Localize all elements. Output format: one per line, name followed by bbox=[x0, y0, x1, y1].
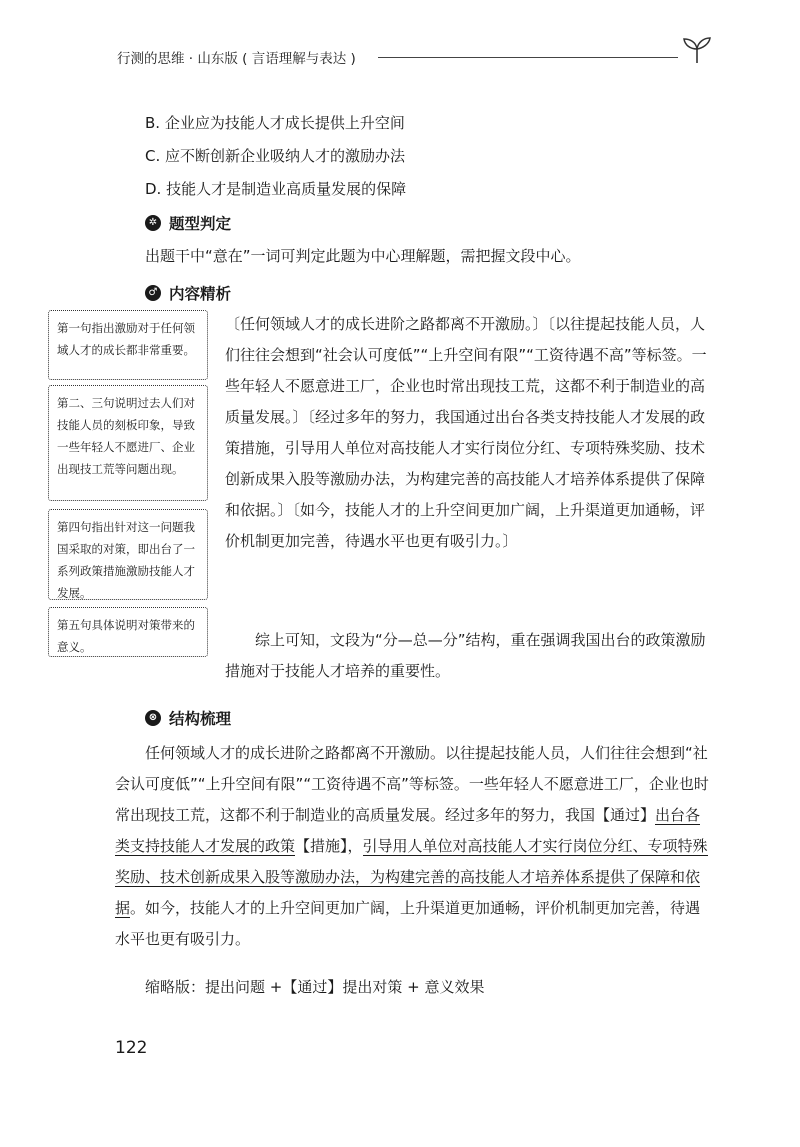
gear-icon: ✲ bbox=[145, 215, 161, 231]
page-number: 122 bbox=[115, 1038, 148, 1058]
question-type-heading: 题型判定 bbox=[169, 215, 232, 233]
condensed-version: 缩略版：提出问题 +【通过】提出对策 + 意义效果 bbox=[145, 978, 485, 996]
analysis-summary: 综上可知，文段为“分—总—分”结构，重在强调我国出台的政策激励措施对于技能人才培养的重要性。 bbox=[225, 631, 706, 680]
content-analysis-heading: 内容精析 bbox=[169, 285, 232, 303]
question-type-text: 出题干中“意在”一词可判定此题为中心理解题，需把握文段中心。 bbox=[145, 247, 581, 265]
sentence-4: 〔如今，技能人才的上升空间更加广阔，上升渠道更加通畅，评价机制更加完善，待遇水平也更有吸引力。〕 bbox=[225, 501, 706, 550]
margin-note-2: 第二、三句说明过去人们对技能人员的刻板印象，导致一些年轻人不愿进厂、企业出现技工荒等问题出现。 bbox=[48, 385, 208, 501]
magnifier-icon: ♂ bbox=[145, 285, 161, 301]
section-question-type bbox=[145, 212, 231, 234]
margin-note-1: 第一句指出激励对于任何领域人才的成长都非常重要。 bbox=[48, 310, 208, 380]
structure-part-5: ， bbox=[347, 837, 363, 855]
sprout-icon bbox=[680, 36, 714, 64]
running-header: 行测的思维 · 山东版 ( 言语理解与表达 ) bbox=[117, 51, 356, 67]
option-d: D. 技能人才是制造业高质量发展的保障 bbox=[145, 180, 407, 198]
analysis-passage bbox=[225, 309, 715, 557]
sentence-2: 〔以往提起技能人员，人们往往会想到“社会认可度低”“上升空间有限”“工资待遇不高”等标签。一些年轻人不愿意进工厂，企业也时常出现技工荒，这都不利于制造业的高质量发展。〕 bbox=[225, 315, 707, 426]
option-c: C. 应不断创新企业吸纳人才的激励办法 bbox=[145, 147, 406, 165]
structure-icon: ⊗ bbox=[145, 710, 161, 726]
structure-part-6: 引导用人单位对高技能人才实行岗位分红、专项特殊奖励、技术创新成果入股等激励办法，为构建完善的高技能人才培养体系提供了保障和依据 bbox=[115, 837, 708, 917]
structure-part-3: 出台各类支持技能人才发展的政策 bbox=[115, 806, 701, 855]
sentence-3: 〔经过多年的努力，我国通过出台各类支持技能人才发展的政策措施，引导用人单位对高技能人才实行岗位分红、专项特殊奖励、技术创新成果入股等激励办法，为构建完善的高技能人才培养体系提供了保障和依据。〕 bbox=[225, 408, 706, 519]
margin-note-4: 第五句具体说明对策带来的意义。 bbox=[48, 607, 208, 657]
structure-part-2: 我国【通过】 bbox=[565, 806, 656, 824]
structure-passage bbox=[115, 738, 715, 955]
structure-part-4: 【措施】 bbox=[295, 837, 348, 855]
option-b: B. 企业应为技能人才成长提供上升空间 bbox=[145, 114, 405, 132]
sentence-1: 〔任何领域人才的成长进阶之路都离不开激励。〕 bbox=[225, 315, 548, 333]
section-content-analysis bbox=[145, 282, 231, 304]
structure-heading: 结构梳理 bbox=[169, 710, 232, 728]
margin-note-3: 第四句指出针对这一问题我国采取的对策，即出台了一系列政策措施激励技能人才发展。 bbox=[48, 509, 208, 600]
structure-part-1: 任何领域人才的成长进阶之路都离不开激励。以往提起技能人员，人们往往会想到“社会认可度低”“上升空间有限”“工资待遇不高”等标签。一些年轻人不愿意进工厂，企业也时常出现技工荒，这都不利于制造业的高质量发展。经过多年的努力， bbox=[115, 744, 709, 824]
structure-part-7: 。如今，技能人才的上升空间更加广阔，上升渠道更加通畅，评价机制更加完善，待遇水平也更有吸引力。 bbox=[115, 899, 701, 948]
header-rule bbox=[378, 57, 678, 58]
section-structure bbox=[145, 707, 231, 729]
